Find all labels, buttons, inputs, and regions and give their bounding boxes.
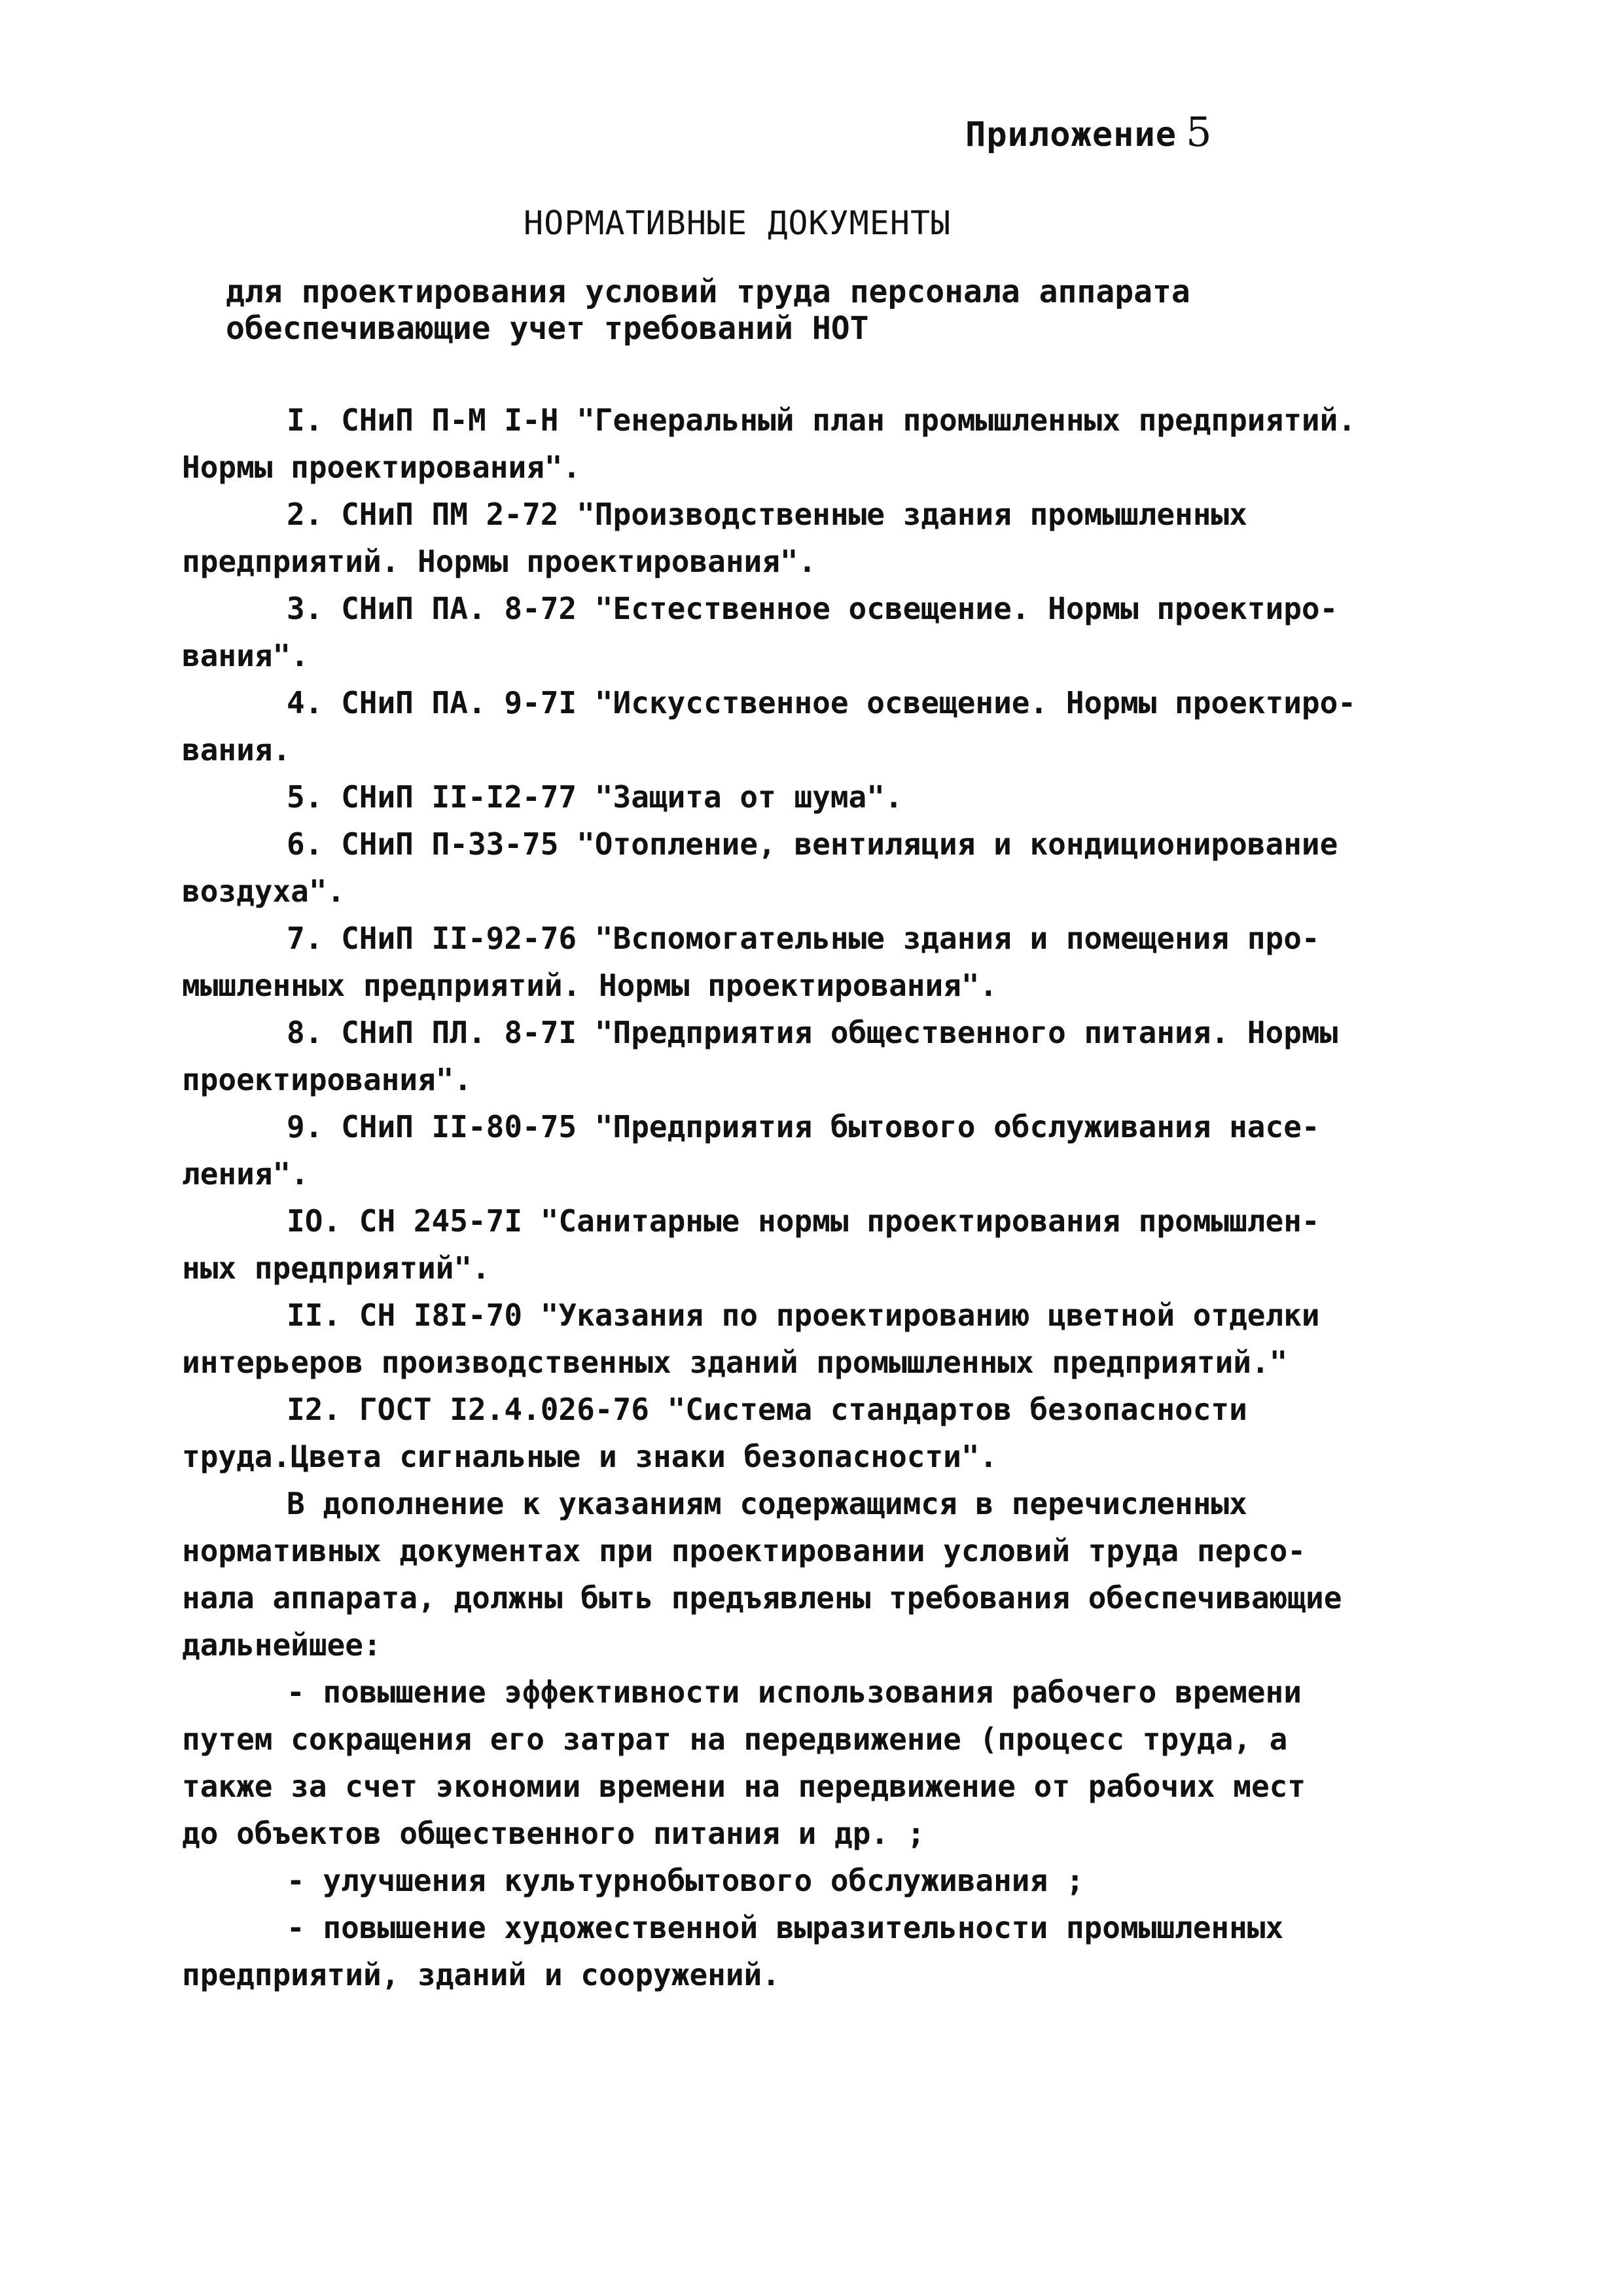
list-item-6-cont: воздуха".	[182, 874, 346, 909]
list-item-8: 8. СНиП ПЛ. 8-7I "Предприятия общественного питания. Нормы	[287, 1015, 1338, 1050]
list-item-4-cont: вания.	[182, 732, 291, 768]
requirement-item-cont: путем сокращения его затрат на передвижение (процесс труда, а	[182, 1722, 1288, 1757]
list-item-7-cont: мышленных предприятий. Нормы проектирования".	[182, 968, 998, 1003]
list-item-11-cont: интерьеров производственных зданий промышленных предприятий."	[182, 1345, 1288, 1380]
list-item-9-cont: ления".	[182, 1156, 309, 1192]
requirement-item: - повышение художественной выразительности промышленных	[287, 1910, 1284, 1945]
appendix-number: 5	[1186, 108, 1213, 156]
list-item-3-cont: вания".	[182, 638, 309, 673]
list-item-9: 9. СНиП II-80-75 "Предприятия бытового обслуживания насе-	[287, 1109, 1320, 1144]
list-item-1: I. СНиП П-М I-Н "Генеральный план промышленных предприятий.	[287, 402, 1356, 438]
list-item-11: II. СН I8I-70 "Указания по проектированию цветной отделки	[287, 1298, 1320, 1333]
document-title: НОРМАТИВНЫЕ ДОКУМЕНТЫ	[524, 204, 952, 242]
document-subtitle	[226, 274, 1338, 347]
list-item-12-cont: труда.Цвета сигнальные и знаки безопасности".	[182, 1439, 998, 1474]
list-item-1-cont: Нормы проектирования".	[182, 450, 581, 485]
list-item-8-cont: проектирования".	[182, 1062, 473, 1097]
requirement-item-cont: до объектов общественного питания и др. ;	[182, 1816, 925, 1851]
paragraph-line: нала аппарата, должны быть предъявлены требования обеспечивающие	[182, 1580, 1342, 1616]
requirement-item-cont: также за счет экономии времени на передвижение от рабочих мест	[182, 1769, 1306, 1804]
list-item-7: 7. СНиП II-92-76 "Вспомогательные здания и помещения про-	[287, 921, 1320, 956]
paragraph-line: дальнейшее:	[182, 1627, 382, 1663]
requirement-item-cont: предприятий, зданий и сооружений.	[182, 1957, 780, 1992]
requirement-item: - улучшения культурнобытового обслуживания ;	[287, 1863, 1084, 1898]
list-item-5: 5. СНиП II-I2-77 "Защита от шума".	[287, 779, 903, 815]
paragraph-line: нормативных документах при проектировании условий труда персо-	[182, 1533, 1306, 1568]
list-item-6: 6. СНиП П-33-75 "Отопление, вентиляция и кондиционирование	[287, 826, 1338, 862]
list-item-10: IO. СН 245-7I "Санитарные нормы проектирования промышлен-	[287, 1203, 1320, 1239]
requirement-item: - повышение эффективности использования рабочего времени	[287, 1674, 1302, 1710]
appendix-heading	[965, 108, 1213, 156]
list-item-10-cont: ных предприятий".	[182, 1250, 490, 1286]
paragraph-line: В дополнение к указаниям содержащимся в перечисленных	[287, 1486, 1247, 1521]
list-item-4: 4. СНиП ПА. 9-7I "Искусственное освещение. Нормы проектиро-	[287, 685, 1356, 720]
list-item-3: 3. СНиП ПА. 8-72 "Естественное освещение. Нормы проектиро-	[287, 591, 1338, 626]
subtitle-line: обеспечивающие учет требований НОТ	[226, 310, 869, 347]
subtitle-line: для проектирования условий труда персонала аппарата	[226, 274, 1190, 310]
document-body	[182, 397, 1474, 1998]
appendix-label: Приложение	[965, 115, 1177, 154]
list-item-2-cont: предприятий. Нормы проектирования".	[182, 544, 817, 579]
list-item-2: 2. СНиП ПМ 2-72 "Производственные здания промышленных	[287, 497, 1247, 532]
list-item-12: I2. ГОСТ I2.4.026-76 "Система стандартов безопасности	[287, 1392, 1247, 1427]
